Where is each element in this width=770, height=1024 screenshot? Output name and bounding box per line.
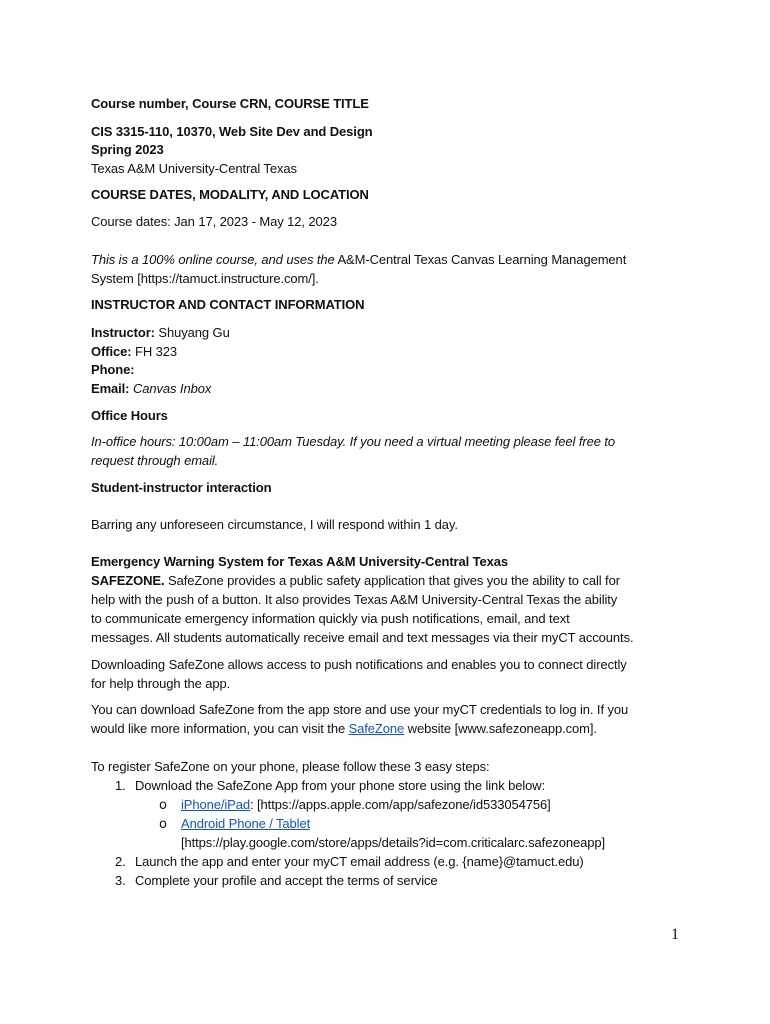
store-line-1: You can download SafeZone from the app store and use your myCT credentials to log in. If you xyxy=(91,702,629,717)
course-term: Spring 2023 xyxy=(91,142,164,157)
bullet-icon: o xyxy=(159,817,167,832)
modality-rest: A&M-Central Texas Canvas Learning Management xyxy=(334,252,627,267)
course-header-label: Course number, Course CRN, COURSE TITLE xyxy=(91,96,369,111)
step-1-number: 1. xyxy=(115,778,126,793)
email-value: Canvas Inbox xyxy=(132,381,212,396)
office-row xyxy=(91,342,177,361)
course-line: CIS 3315-110, 10370, Web Site Dev and Design xyxy=(91,124,373,139)
iphone-ipad-link[interactable]: iPhone/iPad xyxy=(181,797,251,812)
safezone-line-1 xyxy=(91,571,620,590)
page-number: 1 xyxy=(671,926,679,943)
instructor-value: Shuyang Gu xyxy=(154,325,230,340)
step-2 xyxy=(115,852,584,871)
step-3 xyxy=(115,871,438,890)
course-dates: Course dates: Jan 17, 2023 - May 12, 2023 xyxy=(91,214,337,229)
android-bullet-row xyxy=(159,814,310,834)
download-line-2: for help through the app. xyxy=(91,676,231,691)
store-line-2-post: website [www.safezoneapp.com]. xyxy=(404,721,597,736)
phone-row xyxy=(91,360,134,379)
instructor-row xyxy=(91,323,230,342)
university-name: Texas A&M University-Central Texas xyxy=(91,161,297,176)
android-url: [https://play.google.com/store/apps/details?id=com.criticalarc.safezoneapp] xyxy=(181,835,606,850)
modality-line-2: System [https://tamuct.instructure.com/]. xyxy=(91,271,319,286)
store-line-2-pre: would like more information, you can visit the xyxy=(91,721,349,736)
emergency-heading: Emergency Warning System for Texas A&M University-Central Texas xyxy=(91,554,509,569)
instructor-label: Instructor: xyxy=(91,325,155,340)
instructor-section-heading: INSTRUCTOR AND CONTACT INFORMATION xyxy=(91,297,365,312)
phone-label: Phone: xyxy=(91,362,135,377)
office-hours-heading: Office Hours xyxy=(91,408,168,423)
step-2-text: Launch the app and enter your myCT email address (e.g. {name}@tamuct.edu) xyxy=(135,854,584,869)
safezone-line-2: help with the push of a button. It also provides Texas A&M University-Central Texas the ability xyxy=(91,592,618,607)
step-1-text: Download the SafeZone App from your phone store using the link below: xyxy=(135,778,546,793)
safezone-line-1-rest: SafeZone provides a public safety application that gives you the ability to call for xyxy=(164,573,620,588)
store-line-2 xyxy=(91,719,597,738)
step-3-text: Complete your profile and accept the terms of service xyxy=(135,873,438,888)
office-hours-line-2: request through email. xyxy=(91,453,219,468)
safezone-website-link[interactable]: SafeZone xyxy=(348,721,405,736)
email-row xyxy=(91,379,211,398)
step-1 xyxy=(115,776,545,795)
interaction-heading: Student-instructor interaction xyxy=(91,480,272,495)
safezone-line-4: messages. All students automatically receive email and text messages via their myCT accounts. xyxy=(91,630,634,645)
iphone-bullet-row xyxy=(159,795,551,815)
office-hours-line-1: In-office hours: 10:00am – 11:00am Tuesday. If you need a virtual meeting please feel free to xyxy=(91,434,616,449)
download-line-1: Downloading SafeZone allows access to push notifications and enables you to connect directly xyxy=(91,657,627,672)
modality-line-1 xyxy=(91,250,626,269)
office-label: Office: xyxy=(91,344,132,359)
dates-section-heading: COURSE DATES, MODALITY, AND LOCATION xyxy=(91,187,369,202)
android-link[interactable]: Android Phone / Tablet xyxy=(181,816,311,831)
safezone-line-3: to communicate emergency information quickly via push notifications, email, and text xyxy=(91,611,570,626)
step-3-number: 3. xyxy=(115,873,126,888)
register-intro: To register SafeZone on your phone, please follow these 3 easy steps: xyxy=(91,759,490,774)
bullet-icon: o xyxy=(159,798,167,813)
modality-italic: This is a 100% online course, and uses the xyxy=(91,252,335,267)
iphone-url: : [https://apps.apple.com/app/safezone/id533054756] xyxy=(250,797,551,812)
step-2-number: 2. xyxy=(115,854,126,869)
safezone-lead: SAFEZONE. xyxy=(91,573,165,588)
office-value: FH 323 xyxy=(131,344,178,359)
email-label: Email: xyxy=(91,381,130,396)
interaction-text: Barring any unforeseen circumstance, I will respond within 1 day. xyxy=(91,517,458,532)
